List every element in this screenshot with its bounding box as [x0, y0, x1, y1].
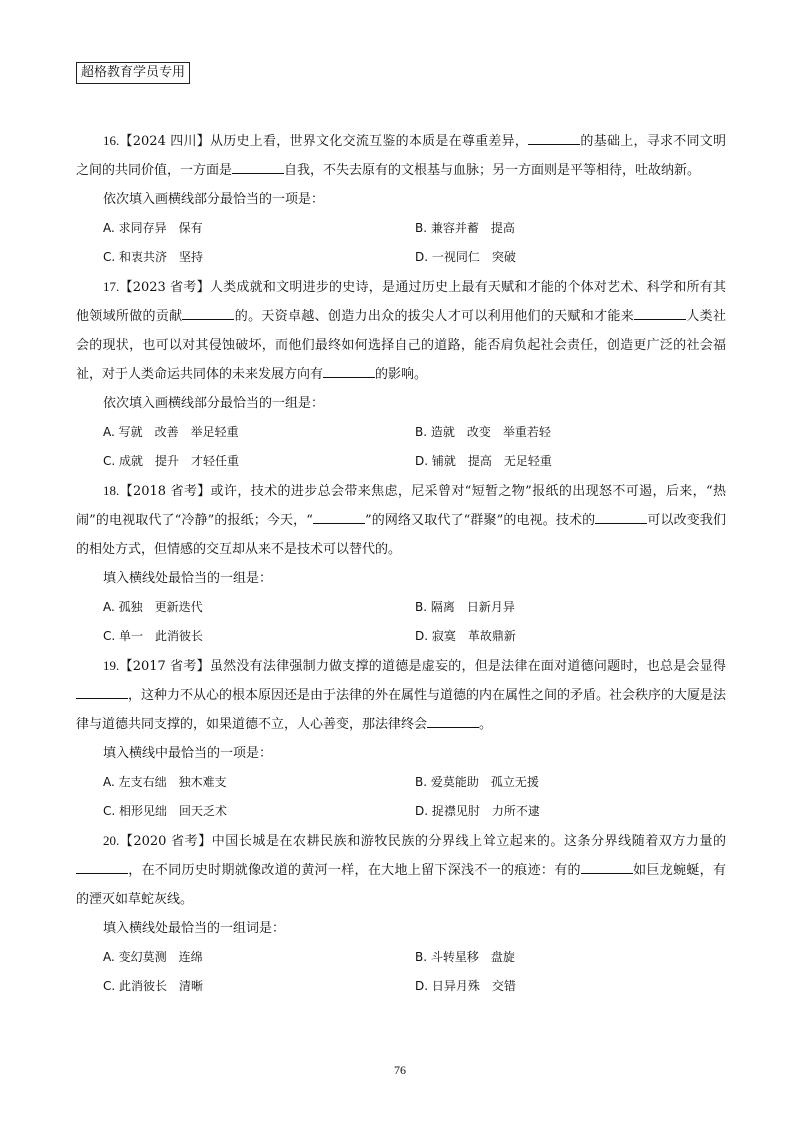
stem-text: ，在不同历史时期就像改道的黄河一样，在大地上留下深浅不一的痕迹：有的: [128, 863, 581, 878]
question-number: 17.: [103, 279, 120, 294]
option-d: D. 日异月殊 交错: [415, 979, 516, 993]
stem-text: 【2017 省考】虽然没有法律强制力做支撑的道德是虚妄的，但是法律在面对道德问题时，也总是会显得: [119, 659, 726, 674]
option-a: A. 写就 改善 举足轻重: [103, 425, 239, 439]
options-grid: [76, 214, 726, 272]
question-16: [76, 126, 726, 272]
option-c: C. 单一 此消彼长: [103, 629, 204, 643]
question-prompt: 填入横线处最恰当的一组是：: [103, 571, 273, 586]
option-b: B. 兼容并蓄 提高: [415, 221, 515, 235]
stem-text: 的影响。: [375, 367, 428, 382]
question-18: [76, 476, 726, 651]
option-d: D. 一视同仁 突破: [415, 250, 516, 264]
options-grid: [76, 943, 726, 1001]
option-d: D. 铺就 提高 无足轻重: [415, 454, 552, 468]
page-number: 76: [394, 1063, 406, 1077]
stem-text: 【2020 省考】中国长城是在农耕民族和游牧民族的分界线上耸立起来的。这条分界线随着双方力量的: [119, 834, 726, 849]
blank-line: [313, 511, 365, 524]
question-prompt: 依次填入画横线部分最恰当的一项是：: [103, 192, 325, 207]
stem-text: 人类社会的现状，也可以对其侵蚀破坏，而他们最终如何选择自己的道路，能否肩负起社会责任，创造更广泛的社会福祉，对于人类命运共同体的未来发展方向有: [76, 309, 726, 382]
blank-line: [76, 861, 128, 874]
question-number: 16.: [103, 133, 120, 148]
header-badge: 超格教育学员专用: [76, 62, 190, 84]
option-d: D. 寂寞 革故鼎新: [415, 629, 516, 643]
blank-line: [634, 307, 686, 320]
option-b: B. 斗转星移 盘旋: [415, 950, 515, 964]
option-c: C. 此消彼长 清晰: [103, 979, 204, 993]
option-d: D. 捉襟见肘 力所不逮: [415, 804, 540, 818]
stem-text: 。: [479, 717, 493, 732]
question-number: 18.: [103, 483, 120, 498]
option-a: A. 求同存异 保有: [103, 221, 203, 235]
option-c: C. 和衷共济 坚持: [103, 250, 204, 264]
stem-text: 自我，不失去原有的文根基与血脉；另一方面则是平等相待，吐故纳新。: [284, 163, 701, 178]
blank-line: [595, 511, 647, 524]
question-17: [76, 272, 726, 476]
question-prompt: 填入横线处最恰当的一组词是：: [103, 921, 286, 936]
question-list: [76, 126, 726, 1001]
question-stem: [76, 272, 726, 389]
question-stem: [76, 651, 726, 739]
option-a: A. 孤独 更新迭代: [103, 600, 203, 614]
blank-line: [581, 861, 633, 874]
question-stem: [76, 826, 726, 914]
option-c: C. 成就 提升 才轻任重: [103, 454, 240, 468]
stem-text: 可以改变我们的相处方式，但情感的交互却从来不是技术可以替代的。: [76, 513, 726, 557]
option-b: B. 隔离 日新月异: [415, 600, 515, 614]
question-number: 20.: [103, 833, 120, 848]
question-number: 19.: [103, 658, 120, 673]
stem-text: 【2024 四川】从历史上看，世界文化交流互鉴的本质是在尊重差异，: [119, 134, 529, 149]
option-b: B. 造就 改变 举重若轻: [415, 425, 551, 439]
question-19: [76, 651, 726, 826]
stem-text: 如巨龙蜿蜒，有的湮灭如草蛇灰线。: [76, 863, 726, 907]
options-grid: [76, 593, 726, 651]
options-grid: [76, 418, 726, 476]
blank-line: [323, 365, 375, 378]
blank-line: [76, 686, 128, 699]
options-grid: [76, 768, 726, 826]
option-c: C. 相形见绌 回天乏术: [103, 804, 228, 818]
stem-text: ，这种力不从心的根本原因还是由于法律的外在属性与道德的内在属性之间的矛盾。社会秩序的大厦是法律与道德共同支撑的，如果道德不立，人心善变，那法律终会: [76, 688, 727, 732]
stem-text: 【2018 省考】或许，技术的进步总会带来焦虑，尼采曾对“短暂之物”报纸的出现怒不可遏，后来，“热闹”的电视取代了“冷静”的报纸；今天，“: [76, 484, 726, 528]
blank-line: [232, 161, 284, 174]
stem-text: 【2023 省考】人类成就和文明进步的史诗，是通过历史上最有天赋和才能的个体对艺术、科学和所有其他领域所做的贡献: [76, 280, 726, 324]
stem-text: ”的网络又取代了“群聚”的电视。技术的: [364, 513, 596, 528]
question-stem: [76, 476, 726, 564]
question-prompt: 依次填入画横线部分最恰当的一组是：: [103, 396, 325, 411]
question-stem: [76, 126, 726, 185]
blank-line: [528, 132, 580, 145]
option-a: A. 变幻莫测 连绵: [103, 950, 203, 964]
option-b: B. 爱莫能助 孤立无援: [415, 775, 539, 789]
option-a: A. 左支右绌 独木难支: [103, 775, 227, 789]
blank-line: [182, 307, 234, 320]
question-20: [76, 826, 726, 1001]
blank-line: [427, 715, 479, 728]
stem-text: 的基础上，寻求不同文明之间的共同价值，一方面是: [76, 134, 726, 178]
question-prompt: 填入横线中最恰当的一项是：: [103, 746, 273, 761]
stem-text: 的。天资卓越、创造力出众的拔尖人才可以利用他们的天赋和才能来: [234, 309, 635, 324]
